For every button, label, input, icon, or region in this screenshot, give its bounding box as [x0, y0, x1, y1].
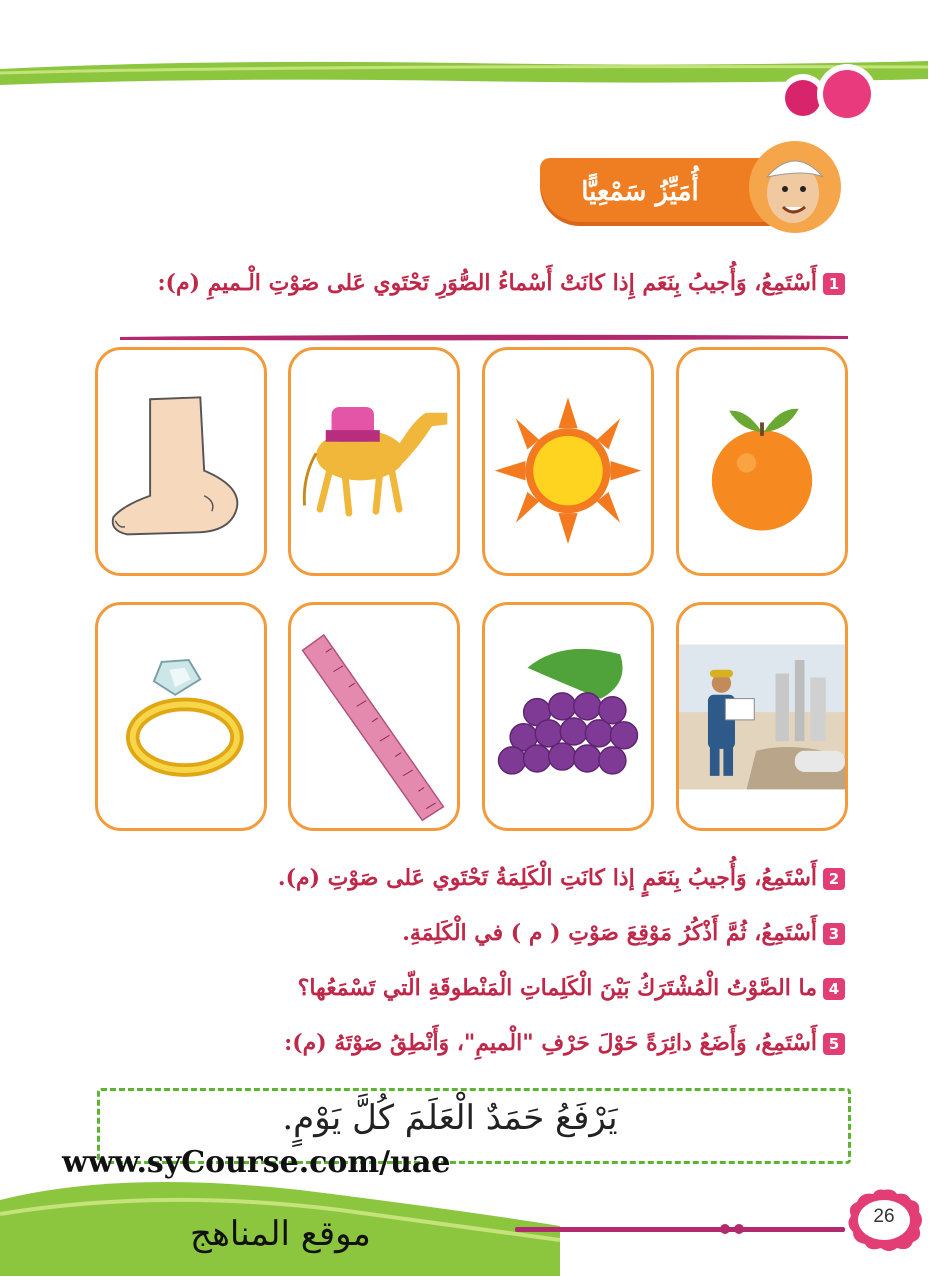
ring-icon — [98, 605, 264, 828]
picture-card-grapes[interactable] — [482, 602, 654, 831]
watermark-arabic: موقع المناهج — [190, 1214, 371, 1254]
question-number: 2 — [823, 868, 845, 890]
picture-card-sun[interactable] — [482, 347, 654, 576]
practice-sentence[interactable]: يَرْفَعُ حَمَدٌ الْعَلَمَ كُلَّ يَوْمٍ. — [282, 1098, 618, 1138]
grapes-icon — [485, 605, 651, 828]
question-2 — [278, 865, 845, 891]
sun-icon — [485, 350, 651, 573]
question-underline — [120, 326, 848, 334]
section-title: أُمَيِّزُ سَمْعِيًّا — [581, 177, 699, 207]
orange-icon — [679, 350, 845, 573]
foot-icon — [98, 350, 264, 573]
pink-dots-decoration — [765, 60, 885, 130]
question-4 — [298, 975, 845, 1001]
question-text: أَسْتَمِعُ، وَأَضَعُ دائِرَةً حَوْلَ حَرْفِ "الْميمِ"، وَأَنْطِقُ صَوْتَهُ (م): — [284, 1030, 817, 1056]
question-text: أَسْتَمِعُ، وَأُجيبُ بِنَعَمٍ إذا كانَتِ الْكَلِمَةُ تَحْتَوي عَلى صَوْتِ (م). — [277, 865, 817, 891]
question-text: أَسْتَمِعُ، وَأُجيبُ بِنَعَم إِذا كانَتْ أَسْماءُ الصُّوَرِ تَحْتَوي عَلى صَوْتِ الْـميمِ (م): — [157, 270, 817, 296]
picture-card-ruler[interactable] — [288, 602, 460, 831]
question-3 — [402, 920, 845, 946]
question-5 — [284, 1030, 845, 1056]
boy-avatar-icon — [745, 135, 845, 235]
picture-card-orange[interactable] — [676, 347, 848, 576]
question-number: 5 — [823, 1033, 845, 1055]
question-number: 1 — [823, 273, 845, 295]
picture-card-camel[interactable] — [288, 347, 460, 576]
bottom-decorative-line — [515, 1220, 845, 1232]
picture-card-foot[interactable] — [95, 347, 267, 576]
camel-icon — [291, 350, 457, 573]
question-number: 3 — [823, 923, 845, 945]
picture-card-engineer[interactable] — [676, 602, 848, 831]
question-number: 4 — [823, 978, 845, 1000]
page-number: 26 — [873, 1206, 895, 1227]
question-text: أَسْتَمِعُ، ثُمَّ أَذْكُرُ مَوْقِعَ صَوْتِ ( م ) في الْكَلِمَةِ. — [402, 920, 817, 946]
engineer-icon — [679, 605, 845, 828]
question-text: ما الصَّوْتُ الْمُشْتَرَكُ بَيْنَ الْكَلِماتِ الْمَنْطوقَةِ الّتي تَسْمَعُها؟ — [297, 975, 817, 1001]
question-1 — [157, 270, 845, 296]
picture-card-ring[interactable] — [95, 602, 267, 831]
ruler-icon — [291, 605, 457, 828]
watermark-url: www.syCourse.com/uae — [62, 1145, 451, 1180]
